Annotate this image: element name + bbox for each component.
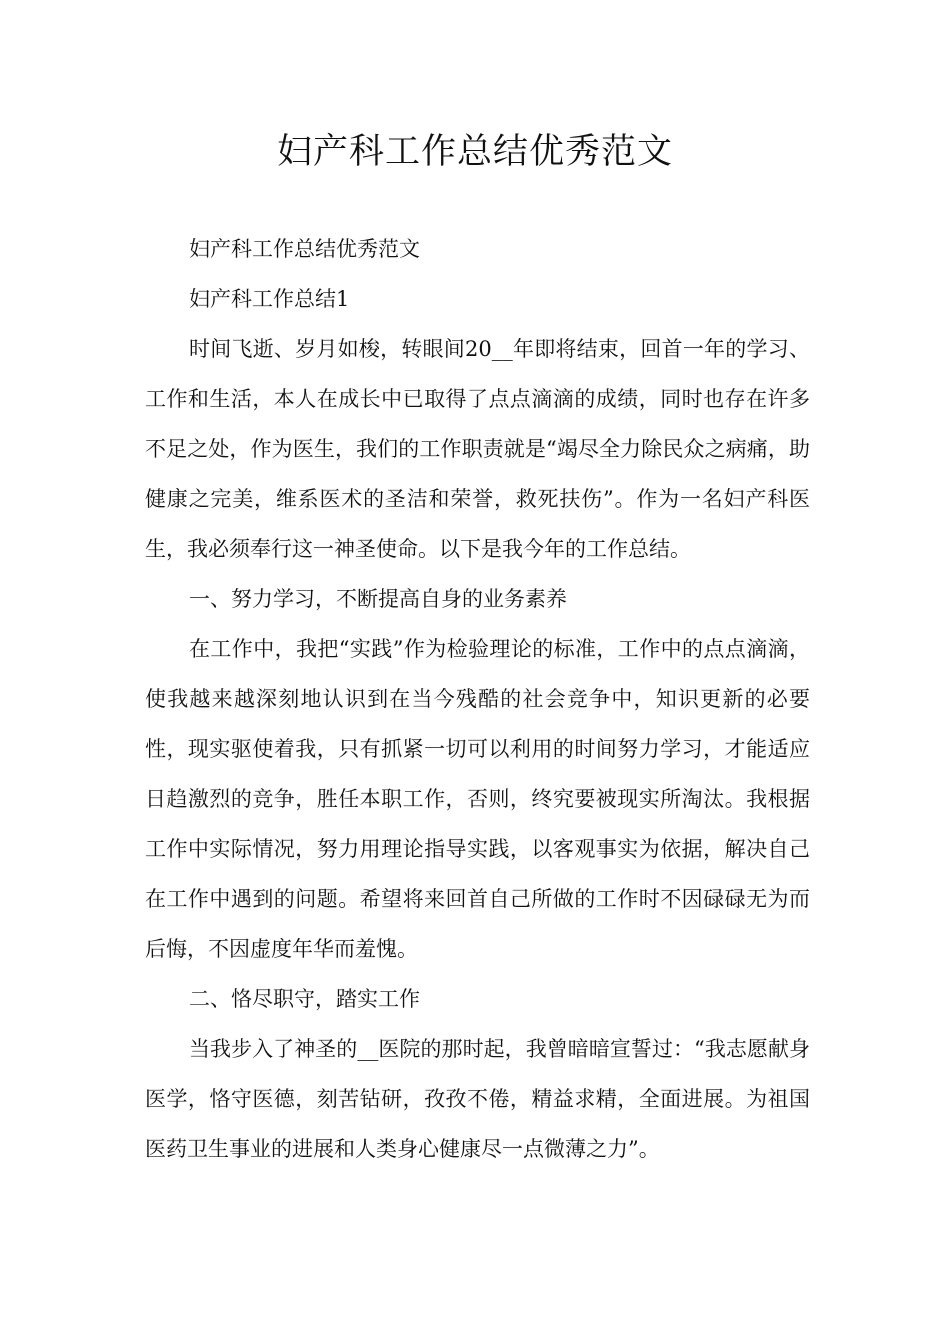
document-title: 妇产科工作总结优秀范文 [276, 132, 673, 172]
section-heading-summary-1: 妇产科工作总结1 [189, 287, 350, 311]
section-heading-study: 一、努力学习，不断提高自身的业务素养 [189, 587, 567, 611]
duty-paragraph: 当我步入了神圣的__医院的那时起，我曾暗暗宣誓过：“我志愿献身医学，恪守医德，刻苦钻研，孜孜不倦，精益求精，全面进展。为祖国医药卫生事业的进展和人类身心健康尽一点微薄之力”。 [145, 1037, 810, 1161]
section-heading-duty: 二、恪尽职守，踏实工作 [189, 987, 420, 1011]
document-body [145, 224, 810, 1174]
subtitle-paragraph: 妇产科工作总结优秀范文 [189, 237, 420, 261]
intro-paragraph: 时间飞逝、岁月如梭，转眼间20__年即将结束，回首一年的学习、工作和生活，本人在成长中已取得了点点滴滴的成绩，同时也存在许多不足之处，作为医生，我们的工作职责就是“竭尽全力除民众之病痛，助健康之完美，维系医术的圣洁和荣誉，救死扶伤”。作为一名妇产科医生，我必须奉行这一神圣使命。以下是我今年的工作总结。 [145, 337, 810, 561]
study-paragraph: 在工作中，我把“实践”作为检验理论的标准，工作中的点点滴滴，使我越来越深刻地认识到在当今残酷的社会竞争中，知识更新的必要性，现实驱使着我，只有抓紧一切可以利用的时间努力学习，才能适应日趋激烈的竞争，胜任本职工作，否则，终究要被现实所淘汰。我根据工作中实际情况，努力用理论指导实践，以客观事实为依据，解决自己在工作中遇到的问题。希望将来回首自己所做的工作时不因碌碌无为而后悔，不因虚度年华而羞愧。 [145, 637, 810, 961]
